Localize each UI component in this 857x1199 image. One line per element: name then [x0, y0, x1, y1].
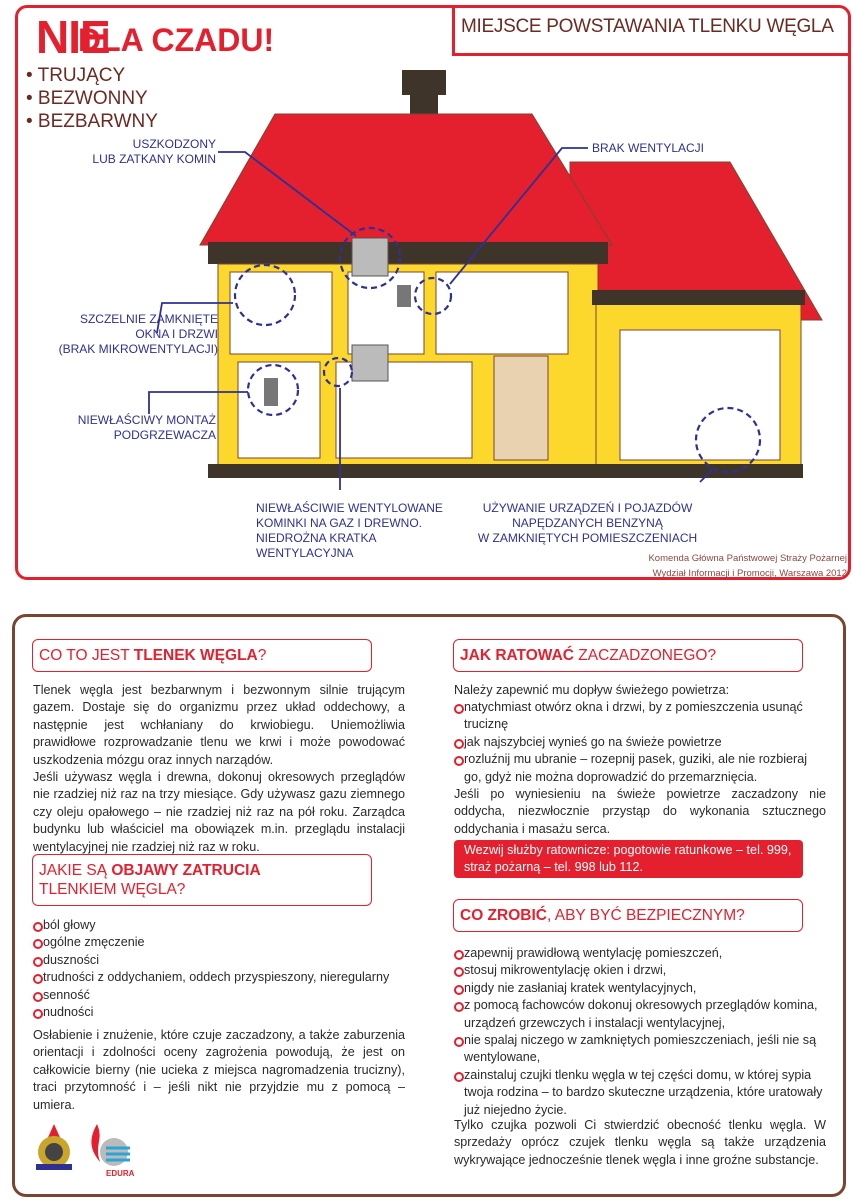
- feature: • BEZBARWNY: [26, 111, 158, 132]
- list-item: stosuj mikrowentylację okien i drzwi,: [454, 962, 826, 979]
- title-nie: NIE: [36, 11, 110, 63]
- symptoms-list: [33, 917, 413, 1021]
- rescue-text: Jeśli po wyniesieniu na świeże powietrze zaczadzony nie oddycha, niezwłocznie przystąp do wykonania sztucznego oddychania i masażu serca.: [454, 787, 826, 836]
- what-is-co-text: Tlenek węgla jest bezbarwnym i bezwonnym silnie trującym gazem. Dostaje się do organizmu przez układ oddechowy, a następnie jest wchłaniany do krwiobiegu. Uniemożliwia prawidłowe rozprowadzanie tlenu we krwi i może powodować uszkodzenia mózgu oraz innych narządów. Jeśli używasz węgla i drewna, dokonuj okresowych przeglądów nie rzadziej niż raz na trzy miesiące. Gdy używasz gazu ziemnego czy oleju opałowego – nie rzadziej niż raz na pół roku. Zarządca budynku lub właściciel ma obowiązek m.in. przeglądu instalacji wentylacyjnej nie rzadziej niż raz w roku.: [33, 683, 405, 854]
- heading-rescue: JAK RATOWAĆ ZACZADZONEGO?: [453, 639, 803, 672]
- feature: • BEZWONNY: [26, 88, 148, 109]
- safety-list: [454, 945, 826, 1119]
- list-item: nigdy nie zasłaniaj kratek wentylacyjnych,: [454, 980, 826, 997]
- logos: [32, 1122, 142, 1178]
- list-item: z pomocą fachowców dokonuj okresowych przeglądów komina, urządzeń grzewczych i instalacji wentylacyjnej,: [454, 997, 826, 1032]
- safety-text: Tylko czujka pozwoli Ci stwierdzić obecność tlenku węgla. W sprzedaży oprócz czujek tlenku węgla są także urządzenia wykrywające jednocześnie tlenek węgla i inne groźne substancje.: [454, 1118, 826, 1167]
- emergency-numbers: Wezwij służby ratownicze: pogotowie ratunkowe – tel. 999, straż pożarną – tel. 998 lub 112.: [454, 840, 803, 878]
- label-heater: NIEWŁAŚCIWY MONTAŻ PODGRZEWACZA: [77, 413, 216, 442]
- list-item: senność: [33, 987, 413, 1004]
- list-item: natychmiast otwórz okna i drzwi, by z pomieszczenia usunąć truciznę: [454, 699, 826, 734]
- symptoms-text: Osłabienie i znużenie, które czuje zaczadzony, a także zaburzenia orientacji i zdolności oceny zagrożenia powodują, że jest on całkowicie bierny (nie ucieka z miejsca nagromadzenia trucizny), traci przytomność i – jeśli nikt nie przyjdzie mu z pomocą – umiera.: [33, 1028, 405, 1112]
- psp-logo-icon: [36, 1124, 72, 1170]
- list-item: ból głowy: [33, 917, 413, 934]
- rescue-intro: Należy zapewnić mu dopływ świeżego powietrza:: [454, 683, 730, 697]
- feature: • TRUJĄCY: [26, 65, 126, 86]
- list-item: zapewnij prawidłową wentylację pomieszczeń,: [454, 945, 826, 962]
- label-windows: SZCZELNIE ZAMKNIĘTE OKNA I DRZWI (BRAK MIKROWENTYLACJI): [58, 312, 218, 356]
- list-item: nie spalaj niczego w zamkniętych pomieszczeniach, jeśli nie są wentylowane,: [454, 1032, 826, 1067]
- list-item: rozluźnij mu ubranie – rozepnij pasek, guziki, ale nie rozbieraj go, gdyż nie można doprowadzić do przemarznięcia.: [454, 751, 826, 786]
- title-rest: DLA CZADU!: [78, 22, 275, 58]
- list-item: zainstaluj czujki tlenku węgla w tej części domu, w której sypia twoja rodzina – to bardzo skuteczne urządzenia, które uratowały już niejedno życie.: [454, 1067, 826, 1119]
- list-item: trudności z oddychaniem, oddech przyspieszony, nieregularny: [33, 969, 413, 986]
- rescue-list: [454, 699, 826, 786]
- section-title: MIEJSCE POWSTAWANIA TLENKU WĘGLA: [461, 16, 834, 37]
- label-ventilation: BRAK WENTYLACJI: [592, 141, 705, 155]
- edura-logo-icon: [91, 1124, 134, 1178]
- list-item: nudności: [33, 1004, 413, 1021]
- heading-symptoms: JAKIE SĄ OBJAWY ZATRUCIA TLENKIEM WĘGLA?: [32, 854, 372, 906]
- label-chimney: USZKODZONY LUB ZATKANY KOMIN: [92, 137, 216, 166]
- heading-safety: CO ZROBIĆ, ABY BYĆ BEZPIECZNYM?: [453, 899, 803, 932]
- label-fireplace: NIEWŁAŚCIWIE WENTYLOWANE KOMINKI NA GAZ I DREWNO. NIEDROŻNA KRATKA WENTYLACYJNA: [256, 501, 443, 560]
- credit: Komenda Główna Państwowej Straży Pożarnej Wydział Informacji i Promocji, Warszawa 2012: [648, 553, 847, 579]
- list-item: duszności: [33, 952, 413, 969]
- svg-text:EDURA: EDURA: [106, 1169, 135, 1178]
- label-vehicles: UŻYWANIE URZĄDZEŃ I POJAZDÓW NAPĘDZANYCH BENZYNĄ W ZAMKNIĘTYCH POMIESZCZENIACH: [477, 501, 698, 545]
- house-illustration: [0, 0, 857, 580]
- list-item: jak najszybciej wynieś go na świeże powietrze: [454, 734, 826, 751]
- heading-what-is-co: CO TO JEST TLENEK WĘGLA?: [32, 639, 372, 672]
- list-item: ogólne zmęczenie: [33, 934, 413, 951]
